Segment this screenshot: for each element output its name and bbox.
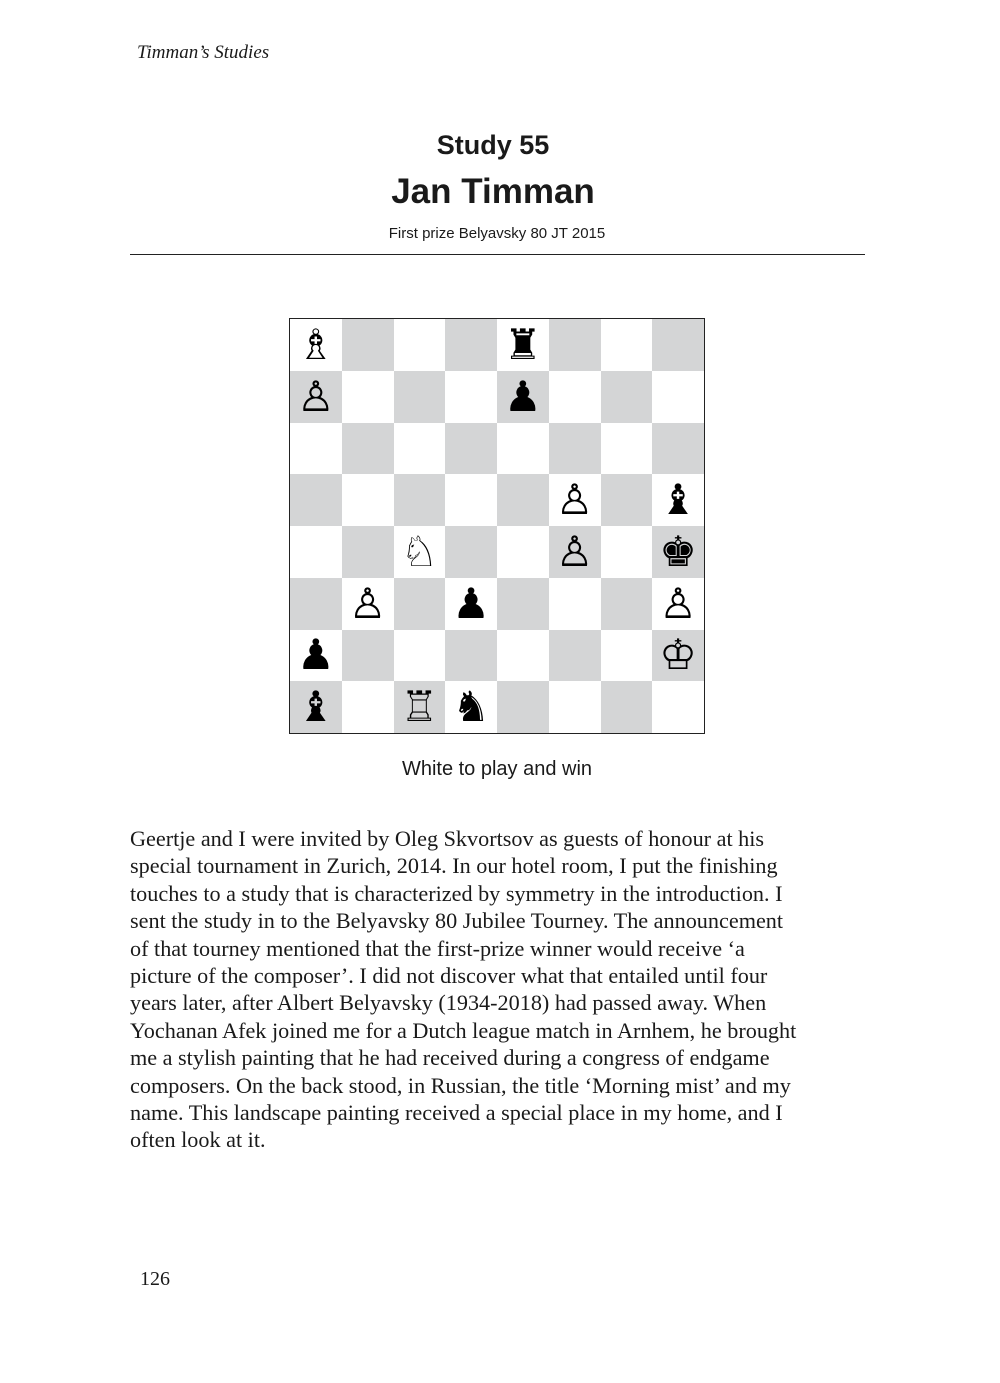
square-g4 bbox=[601, 526, 653, 578]
black-pawn-icon: ♟ bbox=[297, 630, 335, 680]
running-head: Timman’s Studies bbox=[137, 42, 270, 63]
square-f6 bbox=[549, 423, 601, 475]
white-pawn-icon: ♙ bbox=[659, 578, 697, 628]
square-f4 bbox=[549, 526, 601, 578]
square-b6 bbox=[342, 423, 394, 475]
square-h7 bbox=[652, 371, 704, 423]
square-d3 bbox=[445, 578, 497, 630]
square-b5 bbox=[342, 474, 394, 526]
square-h6 bbox=[652, 423, 704, 475]
black-knight-icon: ♞ bbox=[452, 682, 490, 732]
white-pawn-icon: ♙ bbox=[348, 578, 387, 628]
square-b8 bbox=[342, 319, 394, 371]
square-g2 bbox=[601, 630, 653, 682]
body-line: Yochanan Afek joined me for a Dutch league match in Arnhem, he brought bbox=[130, 1017, 797, 1043]
body-line: sent the study in to the Belyavsky 80 Jubilee Tourney. The announcement bbox=[130, 908, 784, 934]
square-d8 bbox=[445, 319, 497, 371]
square-c4 bbox=[394, 526, 446, 578]
white-king-icon: ♔ bbox=[659, 630, 697, 680]
body-line: touches to a study that is characterized by symmetry in the introduction. I bbox=[130, 880, 783, 906]
square-c5 bbox=[394, 474, 446, 526]
header-divider bbox=[130, 254, 865, 255]
square-a6 bbox=[290, 423, 342, 475]
square-d6 bbox=[445, 423, 497, 475]
body-line: name. This landscape painting received a special place in my home, and I bbox=[130, 1100, 783, 1126]
body-line: often look at it. bbox=[130, 1127, 266, 1153]
square-d1 bbox=[445, 681, 497, 733]
body-line: years later, after Albert Belyavsky (1934-2018) had passed away. When bbox=[130, 990, 767, 1016]
white-pawn-icon: ♙ bbox=[555, 475, 594, 525]
award-line: First prize Belyavsky 80 JT 2015 bbox=[388, 225, 606, 242]
black-bishop-icon: ♝ bbox=[659, 475, 697, 525]
square-h4 bbox=[652, 526, 704, 578]
square-h2 bbox=[652, 630, 704, 682]
square-h5 bbox=[652, 474, 704, 526]
black-bishop-icon: ♝ bbox=[297, 682, 335, 732]
square-f7 bbox=[549, 371, 601, 423]
white-pawn-icon: ♙ bbox=[297, 371, 335, 421]
body-line: Geertje and I were invited by Oleg Skvortsov as guests of honour at his bbox=[130, 826, 765, 851]
square-a1 bbox=[290, 681, 342, 733]
body-line: picture of the composer’. I did not discover what that entailed until four bbox=[130, 963, 768, 989]
square-b2 bbox=[342, 630, 394, 682]
square-e1 bbox=[497, 681, 549, 733]
square-c6 bbox=[394, 423, 446, 475]
square-b1 bbox=[342, 681, 394, 733]
square-f5 bbox=[549, 474, 601, 526]
square-c7 bbox=[394, 371, 446, 423]
page-number: 126 bbox=[140, 1268, 170, 1290]
chess-diagram bbox=[289, 318, 705, 734]
body-line: me a stylish painting that he had received during a congress of endgame bbox=[130, 1045, 770, 1071]
square-f1 bbox=[549, 681, 601, 733]
white-pawn-icon: ♙ bbox=[555, 526, 594, 576]
square-c8 bbox=[394, 319, 446, 371]
square-a8 bbox=[290, 319, 342, 371]
white-bishop-icon: ♗ bbox=[297, 319, 335, 369]
square-e5 bbox=[497, 474, 549, 526]
body-paragraph bbox=[130, 825, 872, 1154]
square-g5 bbox=[601, 474, 653, 526]
square-d2 bbox=[445, 630, 497, 682]
square-a7 bbox=[290, 371, 342, 423]
square-f3 bbox=[549, 578, 601, 630]
square-e8 bbox=[497, 319, 549, 371]
black-rook-icon: ♜ bbox=[504, 319, 542, 369]
square-h1 bbox=[652, 681, 704, 733]
square-d4 bbox=[445, 526, 497, 578]
square-a3 bbox=[290, 578, 342, 630]
square-f2 bbox=[549, 630, 601, 682]
square-e4 bbox=[497, 526, 549, 578]
black-king-icon: ♚ bbox=[659, 526, 697, 576]
square-e7 bbox=[497, 371, 549, 423]
square-g6 bbox=[601, 423, 653, 475]
square-b7 bbox=[342, 371, 394, 423]
square-c2 bbox=[394, 630, 446, 682]
square-h8 bbox=[652, 319, 704, 371]
square-g8 bbox=[601, 319, 653, 371]
square-h3 bbox=[652, 578, 704, 630]
square-d7 bbox=[445, 371, 497, 423]
diagram-caption: White to play and win bbox=[401, 758, 593, 780]
white-knight-icon: ♘ bbox=[400, 526, 439, 576]
square-g3 bbox=[601, 578, 653, 630]
square-g7 bbox=[601, 371, 653, 423]
study-number: Study 55 bbox=[436, 130, 550, 160]
square-b4 bbox=[342, 526, 394, 578]
body-line: special tournament in Zurich, 2014. In our hotel room, I put the finishing bbox=[130, 853, 778, 879]
square-a5 bbox=[290, 474, 342, 526]
body-line: composers. On the back stood, in Russian, the title ‘Morning mist’ and my bbox=[130, 1072, 791, 1098]
square-g1 bbox=[601, 681, 653, 733]
square-d5 bbox=[445, 474, 497, 526]
square-e3 bbox=[497, 578, 549, 630]
square-e6 bbox=[497, 423, 549, 475]
black-pawn-icon: ♟ bbox=[504, 371, 542, 421]
square-a2 bbox=[290, 630, 342, 682]
square-e2 bbox=[497, 630, 549, 682]
square-b3 bbox=[342, 578, 394, 630]
square-f8 bbox=[549, 319, 601, 371]
square-a4 bbox=[290, 526, 342, 578]
white-rook-icon: ♖ bbox=[400, 682, 439, 732]
square-c1 bbox=[394, 681, 446, 733]
body-line: of that tourney mentioned that the first-prize winner would receive ‘a bbox=[130, 935, 745, 961]
black-pawn-icon: ♟ bbox=[452, 578, 490, 628]
composer-name: Jan Timman bbox=[391, 172, 595, 211]
square-c3 bbox=[394, 578, 446, 630]
